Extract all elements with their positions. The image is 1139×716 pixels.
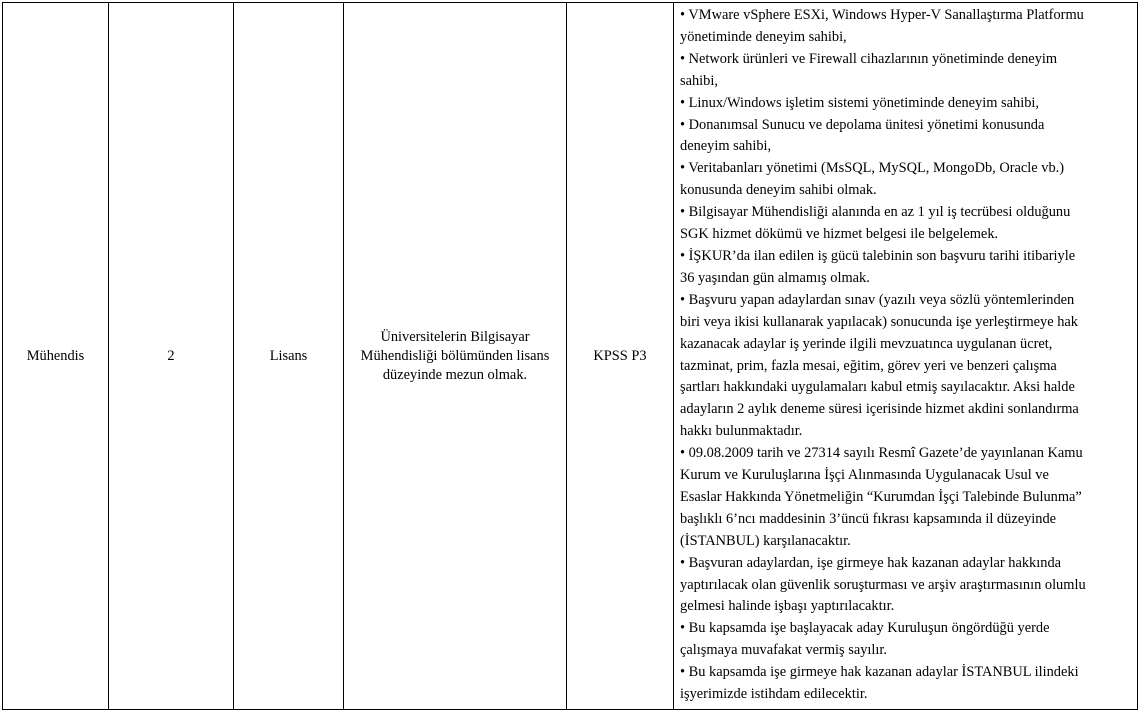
table-row [3,3,1138,710]
requirement-line: • Donanımsal Sunucu ve depolama ünitesi yönetimi konusunda [680,116,1045,133]
requirement-line: kazanacak adaylar iş yerinde ilgili mevzuatınca uygulanan ücret, [680,335,1053,352]
requirement-line: deneyim sahibi, [680,138,772,155]
requirement-line: gelmesi halinde işbaşı yaptırılacaktır. [680,598,895,615]
requirement-line: • Başvuran adaylardan, işe girmeye hak kazanan adaylar hakkında [680,554,1062,571]
requirement-line: adayların 2 aylık deneme süresi içerisinde hizmet akdini sonlandırma [680,401,1079,418]
requirement-line: • Başvuru yapan adaylardan sınav (yazılı veya sözlü yöntemlerinden [680,291,1075,308]
requirement-line: Esaslar Hakkında Yönetmeliğin “Kurumdan İşçi Talebinde Bulunma” [680,488,1082,505]
requirement-line: yaptırılacak olan güvenlik soruşturması ve arşiv araştırmasının olumlu [680,576,1086,593]
requirement-line: şartları hakkındaki uygulamaları kabul etmiş sayılacaktır. Aksi halde [680,379,1075,396]
requirement-line: çalışmaya muvafakat vermiş sayılır. [680,642,887,659]
requirement-line: • 09.08.2009 tarih ve 27314 sayılı Resmî Gazete’de yayınlanan Kamu [680,445,1083,462]
requirement-line: başlıklı 6’ncı maddesinin 3’üncü fıkrası kapsamında il düzeyinde [680,510,1057,527]
requirement-line: SGK hizmet dökümü ve hizmet belgesi ile belgelemek. [680,226,999,243]
requirement-line: • Linux/Windows işletim sistemi yönetiminde deneyim sahibi, [680,94,1039,111]
count-cell: 2 [109,3,234,710]
requirement-line: • Bilgisayar Mühendisliği alanında en az 1 yıl iş tecrübesi olduğunu [680,204,1071,221]
requirement-line: biri veya ikisi kullanarak yapılacak) sonucunda işe yerleştirmeye hak [680,313,1078,330]
exam-cell: KPSS P3 [567,3,674,710]
job-requirements-table [2,2,1138,710]
requirement-line: • VMware vSphere ESXi, Windows Hyper-V Sanallaştırma Platformu [680,7,1084,23]
requirement-line: (İSTANBUL) karşılanacaktır. [680,532,851,549]
position-cell: Mühendis [3,3,109,710]
requirement-line: Kurum ve Kuruluşlarına İşçi Alınmasında Uygulanacak Usul ve [680,467,1049,484]
requirement-line: • Bu kapsamda işe girmeye hak kazanan adaylar İSTANBUL ilindeki [680,664,1079,681]
education-level-cell: Lisans [234,3,344,710]
requirement-line: hakkı bulunmaktadır. [680,423,803,440]
requirement-line: konusunda deneyim sahibi olmak. [680,182,877,199]
requirement-line: • Bu kapsamda işe başlayacak aday Kuruluşun öngördüğü yerde [680,620,1050,637]
requirement-line: 36 yaşından gün almamış olmak. [680,269,870,286]
requirements-cell [674,3,1138,710]
requirement-line: tazminat, prim, fazla mesai, eğitim, görev yeri ve benzeri çalışma [680,357,1057,374]
requirement-line: işyerimizde istihdam edilecektir. [680,686,868,703]
requirement-line: sahibi, [680,72,718,89]
requirement-line: • Veritabanları yönetimi (MsSQL, MySQL, MongoDb, Oracle vb.) [680,160,1065,177]
requirement-line: yönetiminde deneyim sahibi, [680,28,847,45]
department-cell: Üniversitelerin Bilgisayar Mühendisliği bölümünden lisans düzeyinde mezun olmak. [344,3,567,710]
requirement-line: • İŞKUR’da ilan edilen iş gücü talebinin son başvuru tarihi itibariyle [680,247,1076,264]
requirement-line: • Network ürünleri ve Firewall cihazlarının yönetiminde deneyim [680,50,1058,67]
